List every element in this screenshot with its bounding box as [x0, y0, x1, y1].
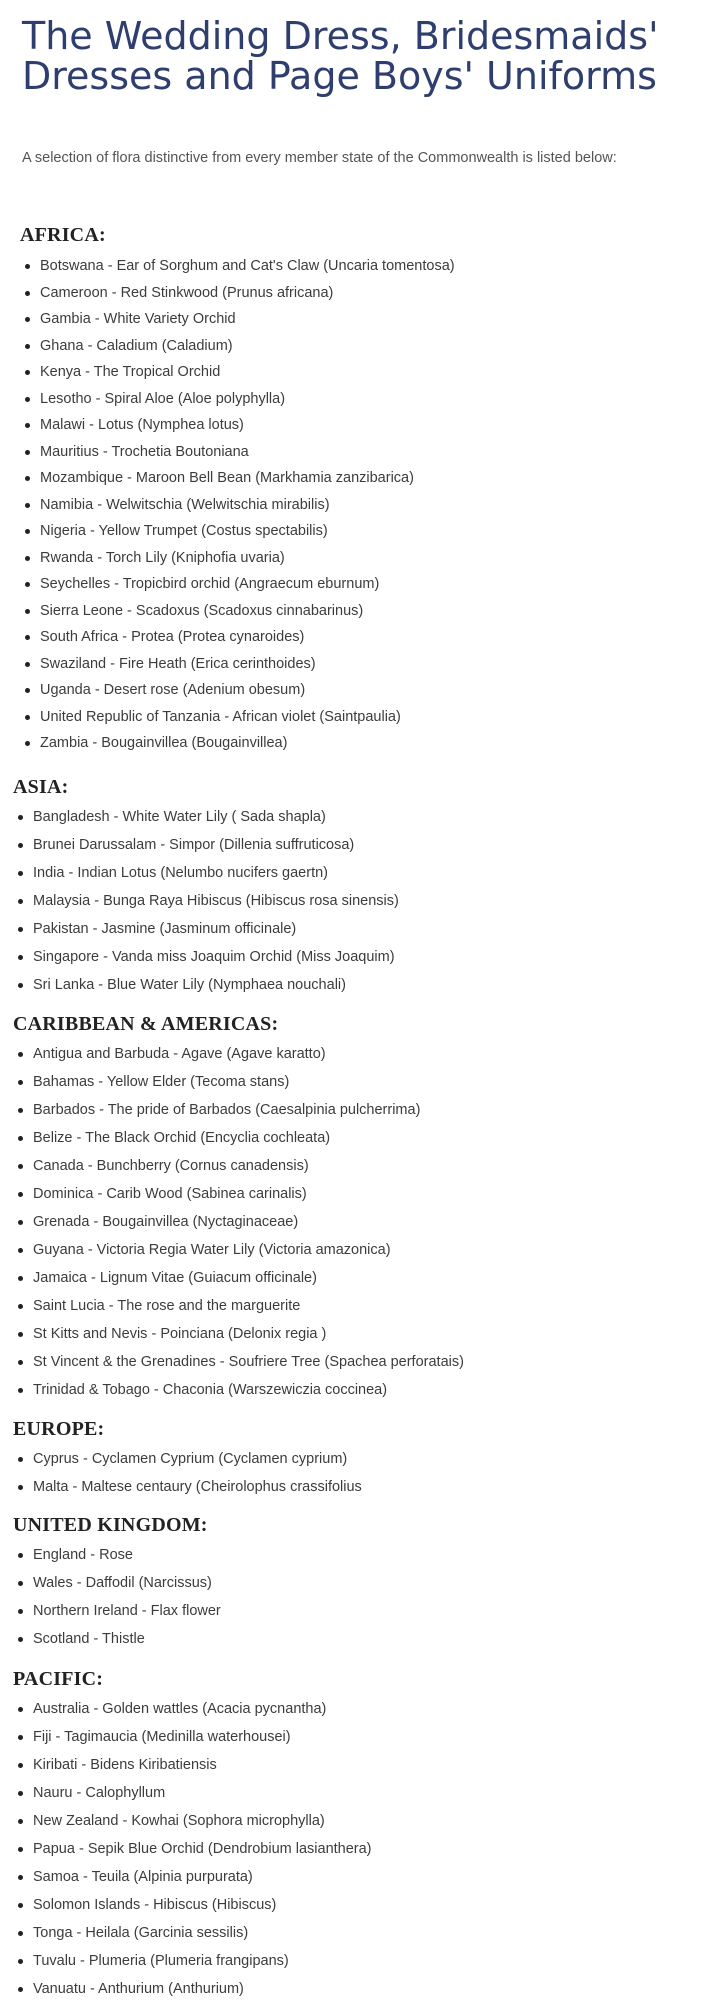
flora-list — [0, 803, 702, 999]
list-item: South Africa - Protea (Protea cynaroides) — [40, 624, 702, 651]
list-item: Saint Lucia - The rose and the marguerite — [33, 1292, 702, 1320]
list-item: India - Indian Lotus (Nelumbo nucifers gaertn) — [33, 859, 702, 887]
list-item: Namibia - Welwitschia (Welwitschia mirabilis) — [40, 492, 702, 519]
section-heading: AFRICA: — [20, 224, 106, 246]
section-caribbean-americas — [0, 1011, 702, 1404]
list-item: Botswana - Ear of Sorghum and Cat's Claw (Uncaria tomentosa) — [40, 253, 702, 280]
list-item: Vanuatu - Anthurium (Anthurium) — [33, 1975, 702, 2003]
list-item: Grenada - Bougainvillea (Nyctaginaceae) — [33, 1208, 702, 1236]
list-item: Mozambique - Maroon Bell Bean (Markhamia zanzibarica) — [40, 465, 702, 492]
list-item: Belize - The Black Orchid (Encyclia cochleata) — [33, 1124, 702, 1152]
section-heading: CARIBBEAN & AMERICAS: — [13, 1013, 279, 1035]
list-item: Antigua and Barbuda - Agave (Agave karatto) — [33, 1040, 702, 1068]
list-item: Brunei Darussalam - Simpor (Dillenia suffruticosa) — [33, 831, 702, 859]
list-item: England - Rose — [33, 1541, 702, 1569]
list-item: Solomon Islands - Hibiscus (Hibiscus) — [33, 1891, 702, 1919]
list-item: Barbados - The pride of Barbados (Caesalpinia pulcherrima) — [33, 1096, 702, 1124]
section-heading: ASIA: — [13, 776, 69, 798]
section-heading: EUROPE: — [13, 1418, 105, 1440]
list-item: Bangladesh - White Water Lily ( Sada shapla) — [33, 803, 702, 831]
flora-list — [0, 253, 702, 757]
intro-text: A selection of flora distinctive from every member state of the Commonwealth is listed below: — [22, 150, 617, 166]
list-item: Dominica - Carib Wood (Sabinea carinalis) — [33, 1180, 702, 1208]
section-heading: PACIFIC: — [13, 1668, 104, 1690]
list-item: New Zealand - Kowhai (Sophora microphylla) — [33, 1807, 702, 1835]
list-item: Malta - Maltese centaury (Cheirolophus crassifolius — [33, 1473, 702, 1501]
list-item: Fiji - Tagimaucia (Medinilla waterhousei) — [33, 1723, 702, 1751]
list-item: Lesotho - Spiral Aloe (Aloe polyphylla) — [40, 386, 702, 413]
list-item: Jamaica - Lignum Vitae (Guiacum officinale) — [33, 1264, 702, 1292]
list-item: Rwanda - Torch Lily (Kniphofia uvaria) — [40, 545, 702, 572]
list-item: United Republic of Tanzania - African violet (Saintpaulia) — [40, 704, 702, 731]
list-item: Scotland - Thistle — [33, 1625, 702, 1653]
section-pacific — [0, 1666, 702, 2003]
list-item: Pakistan - Jasmine (Jasminum officinale) — [33, 915, 702, 943]
list-item: Mauritius - Trochetia Boutoniana — [40, 439, 702, 466]
list-item: Malaysia - Bunga Raya Hibiscus (Hibiscus rosa sinensis) — [33, 887, 702, 915]
section-africa — [0, 222, 702, 757]
list-item: Canada - Bunchberry (Cornus canadensis) — [33, 1152, 702, 1180]
list-item: Tuvalu - Plumeria (Plumeria frangipans) — [33, 1947, 702, 1975]
list-item: Malawi - Lotus (Nymphea lotus) — [40, 412, 702, 439]
list-item: St Vincent & the Grenadines - Soufriere Tree (Spachea perforatais) — [33, 1348, 702, 1376]
list-item: Cameroon - Red Stinkwood (Prunus africana) — [40, 280, 702, 307]
flora-list — [0, 1445, 702, 1501]
list-item: Nigeria - Yellow Trumpet (Costus spectabilis) — [40, 518, 702, 545]
list-item: Uganda - Desert rose (Adenium obesum) — [40, 677, 702, 704]
section-europe — [0, 1416, 702, 1501]
list-item: Guyana - Victoria Regia Water Lily (Victoria amazonica) — [33, 1236, 702, 1264]
list-item: Sierra Leone - Scadoxus (Scadoxus cinnabarinus) — [40, 598, 702, 625]
list-item: Samoa - Teuila (Alpinia purpurata) — [33, 1863, 702, 1891]
list-item: Australia - Golden wattles (Acacia pycnantha) — [33, 1695, 702, 1723]
list-item: Kenya - The Tropical Orchid — [40, 359, 702, 386]
list-item: Ghana - Caladium (Caladium) — [40, 333, 702, 360]
page-title: The Wedding Dress, Bridesmaids' Dresses and Page Boys' Uniforms — [22, 14, 659, 98]
list-item: Wales - Daffodil (Narcissus) — [33, 1569, 702, 1597]
flora-list — [0, 1695, 702, 2003]
list-item: Northern Ireland - Flax flower — [33, 1597, 702, 1625]
list-item: St Kitts and Nevis - Poinciana (Delonix regia ) — [33, 1320, 702, 1348]
section-asia — [0, 774, 702, 999]
list-item: Nauru - Calophyllum — [33, 1779, 702, 1807]
flora-list — [0, 1541, 702, 1653]
list-item: Tonga - Heilala (Garcinia sessilis) — [33, 1919, 702, 1947]
flora-list — [0, 1040, 702, 1404]
list-item: Zambia - Bougainvillea (Bougainvillea) — [40, 730, 702, 757]
list-item: Singapore - Vanda miss Joaquim Orchid (Miss Joaquim) — [33, 943, 702, 971]
section-heading: UNITED KINGDOM: — [13, 1514, 208, 1536]
list-item: Gambia - White Variety Orchid — [40, 306, 702, 333]
list-item: Papua - Sepik Blue Orchid (Dendrobium lasianthera) — [33, 1835, 702, 1863]
list-item: Seychelles - Tropicbird orchid (Angraecum eburnum) — [40, 571, 702, 598]
list-item: Bahamas - Yellow Elder (Tecoma stans) — [33, 1068, 702, 1096]
list-item: Kiribati - Bidens Kiribatiensis — [33, 1751, 702, 1779]
list-item: Cyprus - Cyclamen Cyprium (Cyclamen cyprium) — [33, 1445, 702, 1473]
section-united-kingdom — [0, 1512, 702, 1653]
list-item: Trinidad & Tobago - Chaconia (Warszewiczia coccinea) — [33, 1376, 702, 1404]
list-item: Swaziland - Fire Heath (Erica cerinthoides) — [40, 651, 702, 678]
list-item: Sri Lanka - Blue Water Lily (Nymphaea nouchali) — [33, 971, 702, 999]
